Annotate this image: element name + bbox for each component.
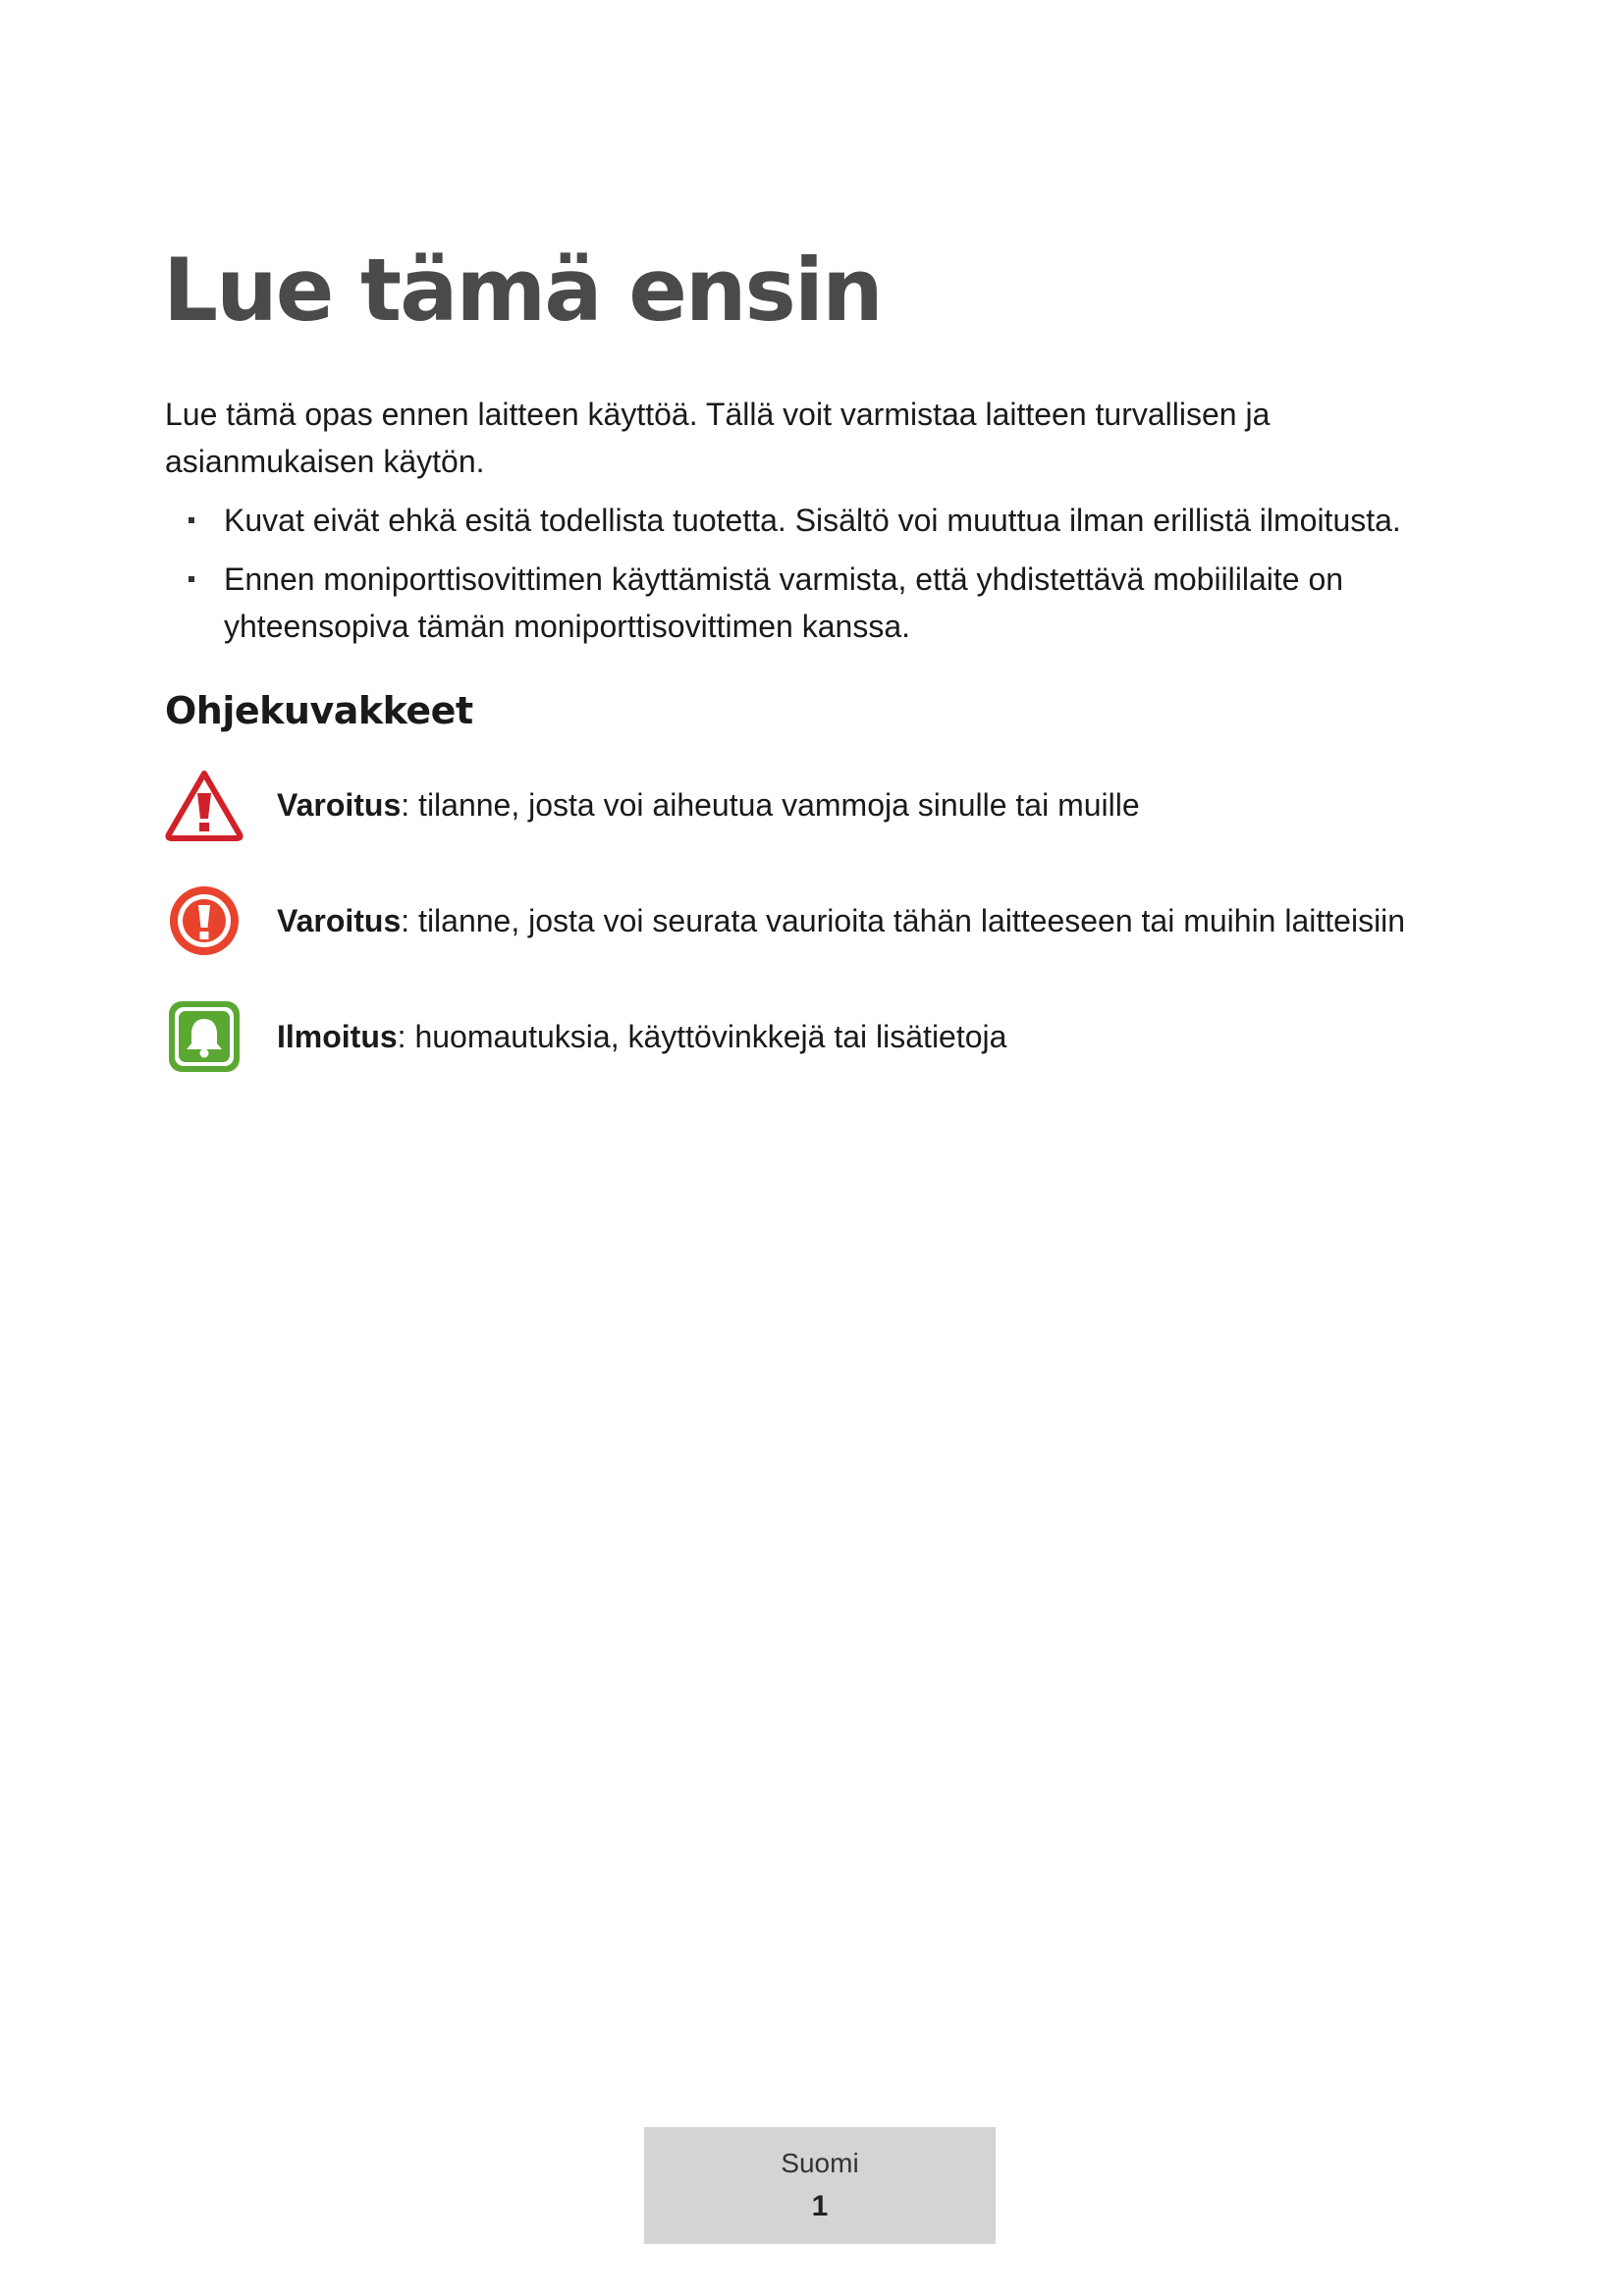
page-footer	[644, 2127, 996, 2244]
notice-bell-icon	[165, 997, 244, 1076]
footer-language: Suomi	[781, 2148, 859, 2178]
notice-label: Ilmoitus	[277, 1019, 398, 1054]
notice-row-caution	[165, 881, 1461, 960]
bullet-list	[165, 497, 1461, 662]
section-heading-instructional-icons: Ohjekuvakkeet	[165, 689, 473, 732]
bullet-item	[165, 497, 1461, 544]
notice-text	[277, 781, 1140, 828]
bullet-item	[165, 556, 1461, 650]
notice-text	[277, 897, 1405, 944]
notice-description: : huomautuksia, käyttövinkkejä tai lisätietoja	[397, 1019, 1007, 1054]
notice-text	[277, 1013, 1006, 1060]
caution-circle-icon	[165, 881, 244, 960]
footer-page-number: 1	[811, 2190, 829, 2222]
intro-paragraph: Lue tämä opas ennen laitteen käyttöä. Tällä voit varmistaa laitteen turvallisen ja asianmukaisen käytön.	[165, 397, 1271, 479]
bullet-text: Ennen moniporttisovittimen käyttämistä varmista, että yhdistettävä mobiililaite on yhteensopiva tämän moniporttisovittimen kanssa.	[224, 561, 1344, 644]
notice-label: Varoitus	[277, 787, 402, 823]
notice-row-notice	[165, 997, 1461, 1076]
notice-description: : tilanne, josta voi aiheutua vammoja sinulle tai muille	[401, 787, 1140, 823]
page-title: Lue tämä ensin	[163, 240, 882, 341]
notice-label: Varoitus	[277, 903, 402, 938]
bullet-text: Kuvat eivät ehkä esitä todellista tuotetta. Sisältö voi muuttua ilman erillistä ilmoitusta.	[224, 503, 1401, 538]
bullet-dot	[189, 576, 194, 582]
warning-triangle-icon	[165, 766, 244, 844]
notice-description: : tilanne, josta voi seurata vaurioita tähän laitteeseen tai muihin laitteisiin	[401, 903, 1406, 938]
notice-row-warning	[165, 766, 1461, 844]
bullet-dot	[189, 517, 194, 523]
